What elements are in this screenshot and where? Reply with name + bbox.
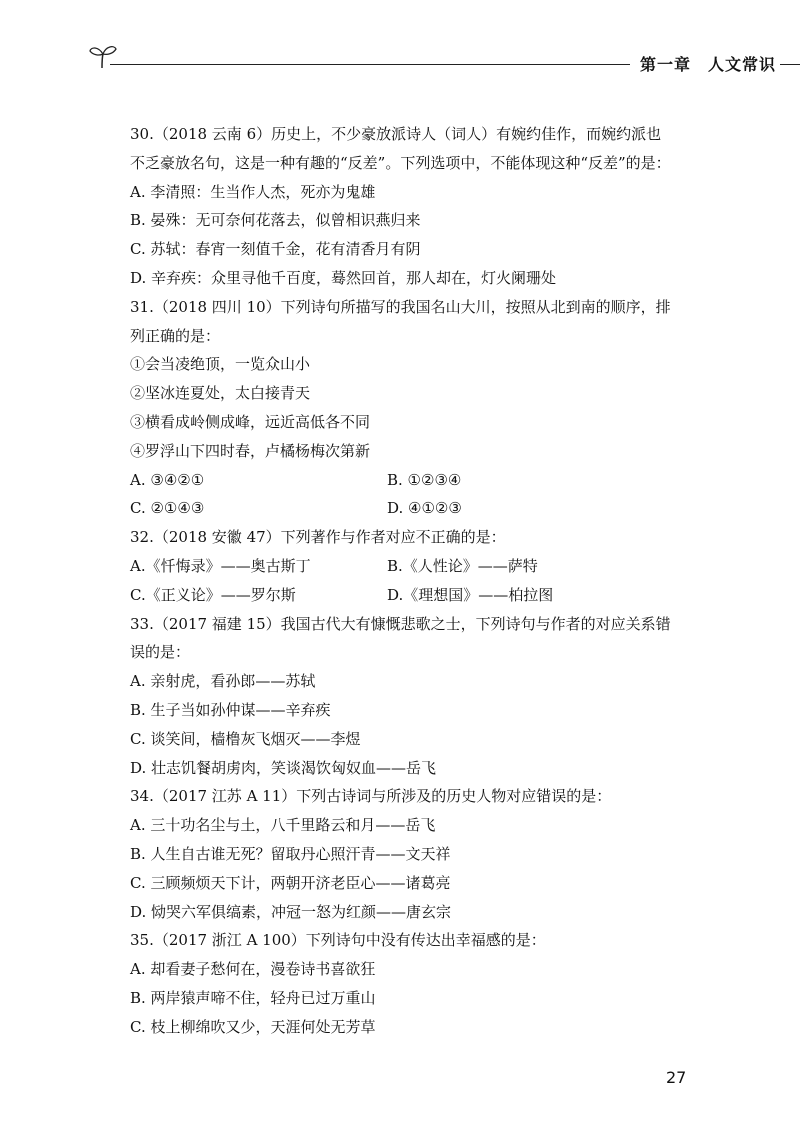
question-stem: 33.（2017 福建 15）我国古代大有慷慨悲歌之士，下列诗句与作者的对应关系错 — [130, 614, 671, 633]
question-stem: 30.（2018 云南 6）历史上，不少豪放派诗人（词人）有婉约佳作，而婉约派也 — [130, 125, 662, 143]
header-rule-left — [110, 64, 630, 65]
poem-item-2: ②坚冰连夏处，太白接青天 — [130, 384, 311, 403]
question-stem: 不乏豪放名句，这是一种有趣的“反差”。下列选项中，不能体现这种“反差”的是： — [130, 153, 671, 172]
option-a: A.《忏悔录》——奥古斯丁 — [130, 556, 311, 575]
option-b: B. ①②③④ — [387, 470, 462, 489]
page-content — [130, 120, 690, 1042]
option-c: C. 谈笑间，樯橹灰飞烟灭——李煜 — [130, 729, 361, 748]
option-a: A. 却看妻子愁何在，漫卷诗书喜欲狂 — [130, 960, 376, 979]
option-row — [130, 466, 690, 495]
option-a: A. 三十功名尘与土，八千里路云和月——岳飞 — [130, 816, 436, 835]
question-stem: 误的是： — [130, 643, 191, 662]
option-c: C. 三顾频烦天下计，两朝开济老臣心——诸葛亮 — [130, 873, 451, 892]
option-d: D.《理想国》——柏拉图 — [387, 585, 554, 604]
page-header — [88, 40, 777, 74]
header-rule-right — [780, 64, 800, 65]
option-d: D. ④①②③ — [387, 499, 462, 518]
question-stem: 31.（2018 四川 10）下列诗句所描写的我国名山大川，按照从北到南的顺序，排 — [130, 297, 671, 316]
option-row — [130, 581, 690, 610]
option-d: D. 壮志饥餐胡虏肉，笑谈渴饮匈奴血——岳飞 — [130, 758, 437, 777]
question-33 — [130, 610, 690, 783]
option-row — [130, 494, 690, 523]
option-b: B.《人性论》——萨特 — [387, 556, 538, 575]
option-b: B. 生子当如孙仲谋——辛弃疾 — [130, 700, 331, 719]
option-d: D. 辛弃疾：众里寻他千百度，蓦然回首，那人却在，灯火阑珊处 — [130, 268, 557, 287]
question-32 — [130, 523, 690, 609]
option-c: C. ②①④③ — [130, 499, 205, 518]
question-stem: 34.（2017 江苏 A 11）下列古诗词与所涉及的历史人物对应错误的是： — [130, 787, 612, 806]
question-31 — [130, 293, 690, 523]
option-c: C.《正义论》——罗尔斯 — [130, 585, 296, 604]
option-c: C. 枝上柳绵吹又少，天涯何处无芳草 — [130, 1017, 376, 1036]
question-34 — [130, 782, 690, 926]
option-a: A. ③④②① — [130, 470, 205, 489]
option-row — [130, 552, 690, 581]
option-b: B. 晏殊：无可奈何花落去，似曾相识燕归来 — [130, 211, 421, 230]
question-stem: 35.（2017 浙江 A 100）下列诗句中没有传达出幸福感的是： — [130, 931, 546, 950]
chapter-title: 第一章 人文常识 — [640, 55, 777, 74]
page-number: 27 — [666, 1068, 687, 1087]
poem-item-4: ④罗浮山下四时春，卢橘杨梅次第新 — [130, 441, 371, 460]
option-a: A. 李清照：生当作人杰，死亦为鬼雄 — [130, 182, 376, 201]
question-stem: 32.（2018 安徽 47）下列著作与作者对应不正确的是： — [130, 528, 506, 547]
option-d: D. 恸哭六军俱缟素，冲冠一怒为红颜——唐玄宗 — [130, 902, 452, 921]
option-b: B. 两岸猿声啼不住，轻舟已过万重山 — [130, 988, 376, 1007]
sprout-icon — [88, 42, 118, 70]
poem-item-1: ①会当凌绝顶，一览众山小 — [130, 355, 311, 374]
option-a: A. 亲射虎，看孙郎——苏轼 — [130, 672, 316, 691]
poem-item-3: ③横看成岭侧成峰，远近高低各不同 — [130, 412, 371, 431]
question-35 — [130, 926, 690, 1041]
option-b: B. 人生自古谁无死？留取丹心照汗青——文天祥 — [130, 844, 451, 863]
question-30 — [130, 120, 690, 293]
option-c: C. 苏轼：春宵一刻值千金，花有清香月有阴 — [130, 240, 421, 259]
question-stem: 列正确的是： — [130, 326, 221, 345]
